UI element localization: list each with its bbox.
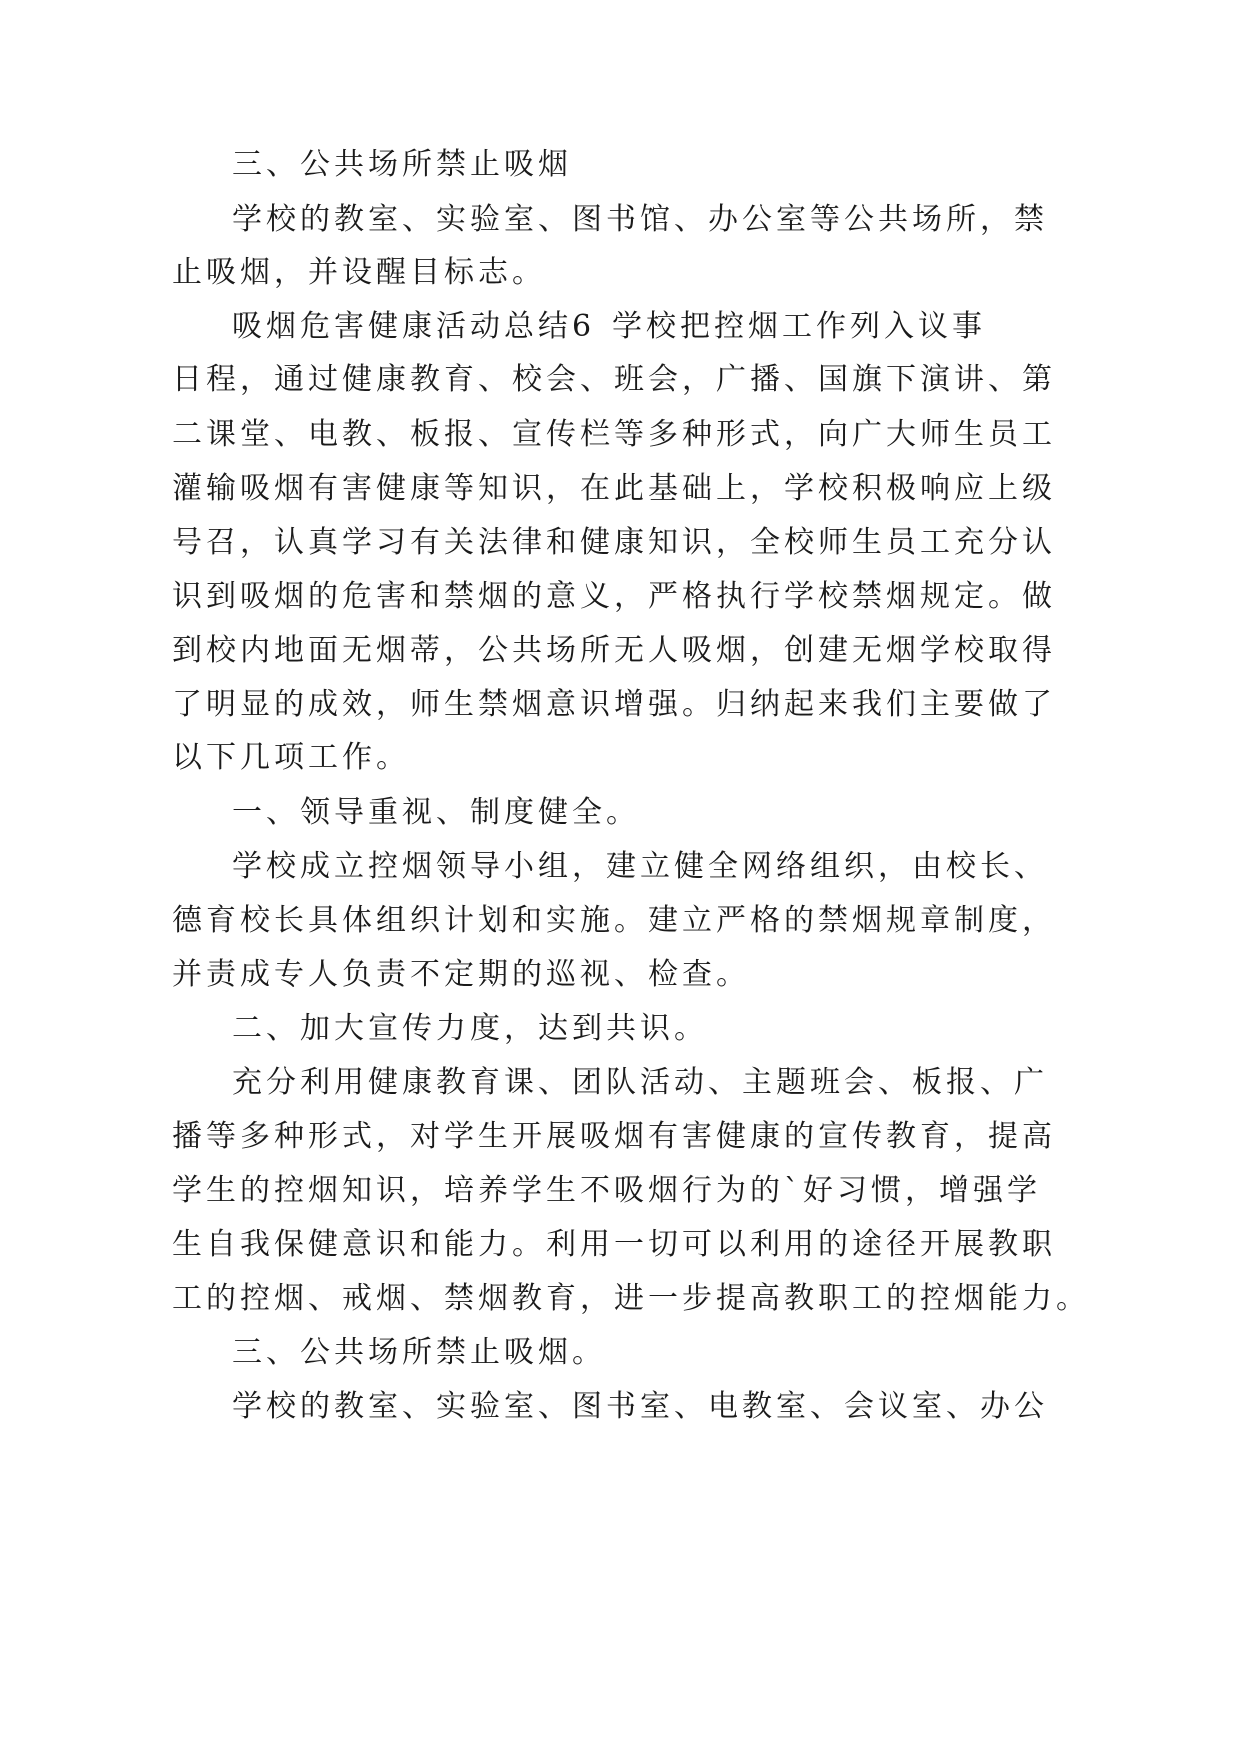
section-heading-3 <box>0 135 1241 195</box>
paragraph-line <box>0 945 1241 1005</box>
paragraph-line <box>0 1107 1241 1167</box>
paragraph-line <box>0 405 1241 465</box>
text-line: 工的控烟、戒烟、禁烟教育，进一步提高教职工的控烟能力。 <box>172 1281 1090 1316</box>
paragraph-line <box>0 621 1241 681</box>
text-line: 识到吸烟的危害和禁烟的意义，严格执行学校禁烟规定。做 <box>172 579 1056 614</box>
subtitle: 吸烟危害健康活动总结6 <box>232 309 596 344</box>
paragraph-line <box>0 675 1241 735</box>
text-line: 号召，认真学习有关法律和健康知识，全校师生员工充分认 <box>172 525 1056 560</box>
subtitle-line <box>0 297 1241 357</box>
text-line: 三、公共场所禁止吸烟 <box>232 147 572 182</box>
paragraph-line <box>0 1215 1241 1275</box>
paragraph-line <box>0 243 1241 303</box>
paragraph-line <box>0 837 1241 897</box>
paragraph-line <box>0 1269 1241 1329</box>
text-line: 二、加大宣传力度，达到共识。 <box>232 1011 708 1046</box>
paragraph-line <box>0 350 1241 410</box>
text-line: 三、公共场所禁止吸烟。 <box>232 1335 606 1370</box>
text-line: 德育校长具体组织计划和实施。建立严格的禁烟规章制度， <box>172 903 1056 938</box>
paragraph-line <box>0 1053 1241 1113</box>
text-line: 并责成专人负责不定期的巡视、检查。 <box>172 957 750 992</box>
section-heading-3b <box>0 1323 1241 1383</box>
text-line: 学校的教室、实验室、图书室、电教室、会议室、办公 <box>232 1389 1048 1424</box>
text-line: 二课堂、电教、板报、宣传栏等多种形式，向广大师生员工 <box>172 417 1056 452</box>
text-line: 止吸烟，并设醒目标志。 <box>172 255 546 290</box>
text-line: 到校内地面无烟蒂，公共场所无人吸烟，创建无烟学校取得 <box>172 633 1056 668</box>
text-line: 生自我保健意识和能力。利用一切可以利用的途径开展教职 <box>172 1227 1056 1262</box>
text-line: 播等多种形式，对学生开展吸烟有害健康的宣传教育，提高 <box>172 1119 1056 1154</box>
paragraph-line <box>0 190 1241 250</box>
text-line: 学生的控烟知识，培养学生不吸烟行为的`好习惯，增强学 <box>172 1173 1041 1208</box>
text-line: 学校的教室、实验室、图书馆、办公室等公共场所，禁 <box>232 202 1048 237</box>
text-line: 灌输吸烟有害健康等知识，在此基础上，学校积极响应上级 <box>172 471 1056 506</box>
text-line: 学校把控烟工作列入议事 <box>612 309 986 344</box>
paragraph-line <box>0 891 1241 951</box>
paragraph-line <box>0 513 1241 573</box>
text-line: 了明显的成效，师生禁烟意识增强。归纳起来我们主要做了 <box>172 687 1056 722</box>
text-line: 学校成立控烟领导小组，建立健全网络组织，由校长、 <box>232 849 1048 884</box>
paragraph-line <box>0 1161 1241 1221</box>
section-heading-1 <box>0 783 1241 843</box>
text-line: 一、领导重视、制度健全。 <box>232 795 640 830</box>
text-line: 以下几项工作。 <box>172 740 410 775</box>
paragraph-line <box>0 1377 1241 1437</box>
text-line: 充分利用健康教育课、团队活动、主题班会、板报、广 <box>232 1065 1048 1100</box>
paragraph-line <box>0 459 1241 519</box>
section-heading-2 <box>0 999 1241 1059</box>
paragraph-line <box>0 567 1241 627</box>
text-line: 日程，通过健康教育、校会、班会，广播、国旗下演讲、第 <box>172 362 1056 397</box>
paragraph-line <box>0 728 1241 788</box>
